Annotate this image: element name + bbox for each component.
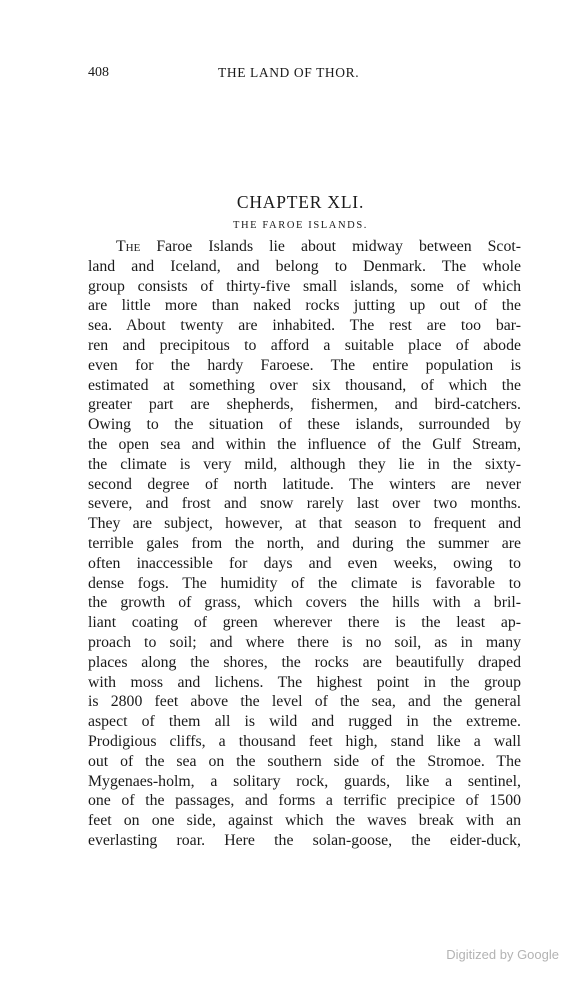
page-number: 408 bbox=[88, 65, 109, 80]
text-line-content: Faroe Islands lie about midway between Scot- bbox=[140, 238, 521, 255]
text-line: land and Iceland, and belong to Denmark. The whole bbox=[88, 257, 521, 275]
text-line: the growth of grass, which covers the hills with a bril- bbox=[88, 594, 521, 612]
text-line: greater part are shepherds, fishermen, and bird-catchers. bbox=[88, 396, 521, 414]
text-line: ren and precipitous to afford a suitable place of abode bbox=[88, 336, 521, 354]
book-title: THE LAND OF THOR. bbox=[218, 65, 360, 80]
text-line bbox=[88, 237, 521, 257]
chapter-subtitle: THE FAROE ISLANDS. bbox=[232, 220, 369, 231]
text-line: everlasting roar. Here the solan-goose, the eider-duck, bbox=[88, 831, 521, 849]
text-line: places along the shores, the rocks are beautifully draped bbox=[88, 653, 521, 671]
text-line: often inaccessible for days and even weeks, owing to bbox=[88, 554, 521, 572]
text-line: severe, and frost and snow rarely last over two months. bbox=[88, 495, 521, 513]
text-line: is 2800 feet above the level of the sea, and the general bbox=[88, 693, 521, 711]
text-line: proach to soil; and where there is no soil, as in many bbox=[88, 633, 521, 651]
chapter-heading: CHAPTER XLI. bbox=[236, 192, 365, 212]
text-line: even for the hardy Faroese. The entire population is bbox=[88, 356, 521, 374]
text-line: group consists of thirty-five small islands, some of which bbox=[88, 277, 521, 295]
text-line: second degree of north latitude. The winters are never bbox=[88, 475, 521, 493]
text-line: out of the sea on the southern side of the Stromoe. The bbox=[88, 752, 521, 770]
text-line: aspect of them all is wild and rugged in the extreme. bbox=[88, 713, 521, 731]
text-line: Mygenaes-holm, a solitary rock, guards, like a sentinel, bbox=[88, 772, 521, 790]
text-line: are little more than naked rocks jutting up out of the bbox=[88, 297, 521, 315]
lead-word: The bbox=[116, 238, 141, 255]
text-line: estimated at something over six thousand, of which the bbox=[88, 376, 521, 394]
text-line: Owing to the situation of these islands, surrounded by bbox=[88, 416, 521, 434]
body-text bbox=[88, 237, 521, 851]
text-line: with moss and lichens. The highest point in the group bbox=[88, 673, 521, 691]
text-line: They are subject, however, at that season to frequent and bbox=[88, 515, 521, 533]
text-line: Prodigious cliffs, a thousand feet high, stand like a wall bbox=[88, 732, 521, 750]
running-head bbox=[88, 65, 528, 85]
text-line: feet on one side, against which the waves break with an bbox=[88, 812, 521, 830]
text-line: liant coating of green wherever there is the least ap- bbox=[88, 614, 521, 632]
text-line: dense fogs. The humidity of the climate is favorable to bbox=[88, 574, 521, 592]
text-line: one of the passages, and forms a terrific precipice of 1500 bbox=[88, 792, 521, 810]
text-line: terrible gales from the north, and during the summer are bbox=[88, 534, 521, 552]
digitized-watermark: Digitized by Google bbox=[446, 947, 559, 962]
text-line: the open sea and within the influence of the Gulf Stream, bbox=[88, 435, 521, 453]
text-line: sea. About twenty are inhabited. The rest are too bar- bbox=[88, 317, 521, 335]
text-line: the climate is very mild, although they lie in the sixty- bbox=[88, 455, 521, 473]
